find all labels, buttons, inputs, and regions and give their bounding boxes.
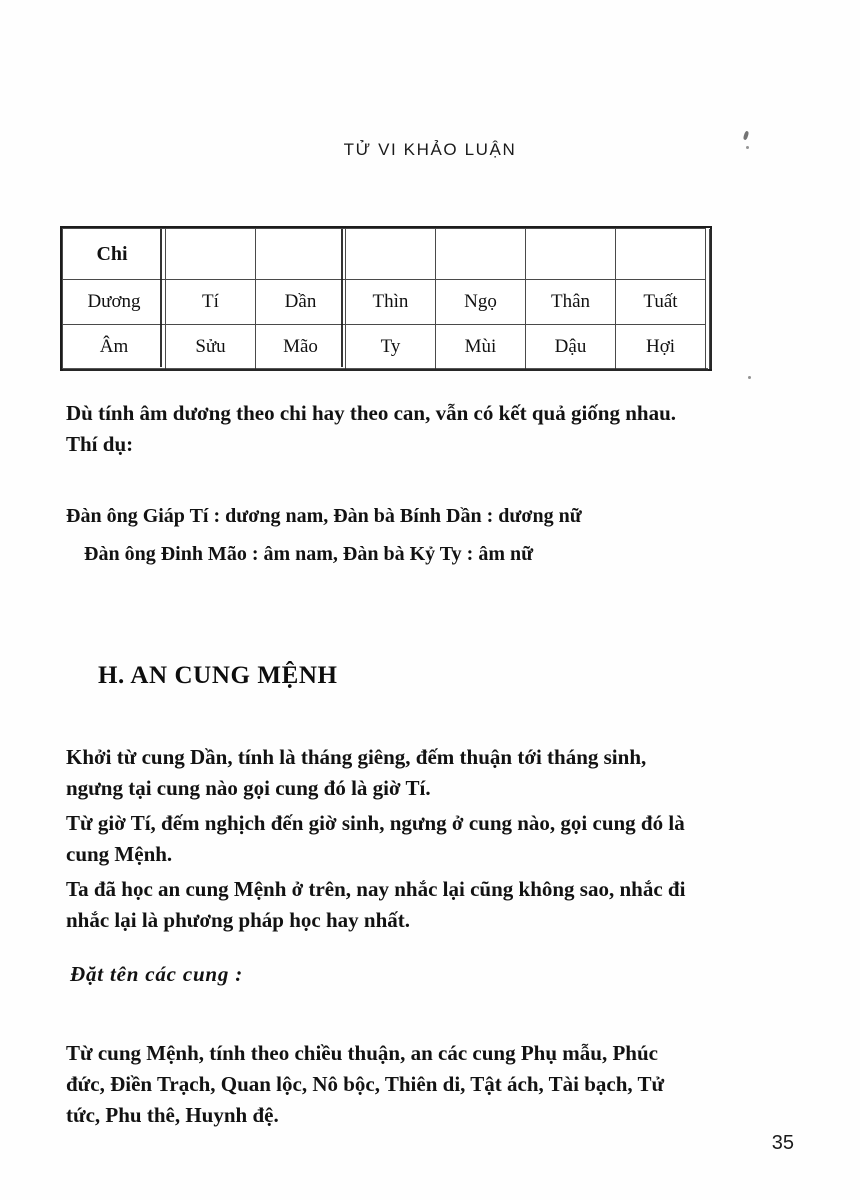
table-cell-empty [346,229,436,280]
example-line-1: Đàn ông Giáp Tí : dương nam, Đàn bà Bính Dần : dương nữ [66,505,582,527]
table-frame-shadow-right [709,229,712,369]
table-cell-empty [616,229,706,280]
table-row [63,229,706,280]
paragraph-4: Từ cung Mệnh, tính theo chiều thuận, an các cung Phụ mẫu, Phúc đức, Điền Trạch, Quan lộc, Nô bộc, Thiên di, Tật ách, Tài bạch, Tử tức, Phu thê, Huynh đệ. [66,1041,665,1127]
row-label-am: Âm [63,325,166,370]
table-row-am [63,325,706,370]
chi-table [62,228,706,370]
table-cell-empty [526,229,616,280]
table-cell: Dậu [526,325,616,370]
sub-heading-dat-ten-cac-cung: Đặt tên các cung : [70,962,244,986]
table-cell: Tuất [616,280,706,325]
section-heading: H. AN CUNG MỆNH [98,662,338,689]
row-label-duong: Dương [63,280,166,325]
table-cell-empty [256,229,346,280]
scan-artifact-dot [746,146,749,149]
table-header-chi: Chi [63,229,166,280]
table-cell: Dần [256,280,346,325]
scan-artifact-dot-lower [748,376,751,379]
table-cell: Ty [346,325,436,370]
table-vertical-rule [341,229,343,367]
table-cell: Hợi [616,325,706,370]
paragraph-1: Khởi từ cung Dần, tính là tháng giêng, đếm thuận tới tháng sinh, ngưng tại cung nào gọi cung đó là giờ Tí. [66,745,647,800]
table-cell: Thìn [346,280,436,325]
table-cell: Mùi [436,325,526,370]
table-cell: Ngọ [436,280,526,325]
chi-table-container [62,228,706,370]
table-cell-empty [166,229,256,280]
table-cell: Mão [256,325,346,370]
table-cell: Sửu [166,325,256,370]
example-line-2: Đàn ông Đinh Mão : âm nam, Đàn bà Kỷ Ty : âm nữ [84,543,534,565]
paragraph-2: Từ giờ Tí, đếm nghịch đến giờ sinh, ngưng ở cung nào, gọi cung đó là cung Mệnh. [66,811,685,866]
table-cell-empty [436,229,526,280]
page-number: 35 [771,1132,794,1154]
table-vertical-rule [160,229,162,367]
table-row-duong [63,280,706,325]
table-cell: Tí [166,280,256,325]
running-head: TỬ VI KHẢO LUẬN [343,140,517,159]
intro-paragraph: Dù tính âm dương theo chi hay theo can, vẫn có kết quả giống nhau. Thí dụ: [66,401,677,456]
scan-artifact-speck [743,131,750,141]
table-frame-shadow-bottom [63,368,708,371]
table-cell: Thân [526,280,616,325]
paragraph-3: Ta đã học an cung Mệnh ở trên, nay nhắc lại cũng không sao, nhắc đi nhắc lại là phương pháp học hay nhất. [66,877,686,932]
